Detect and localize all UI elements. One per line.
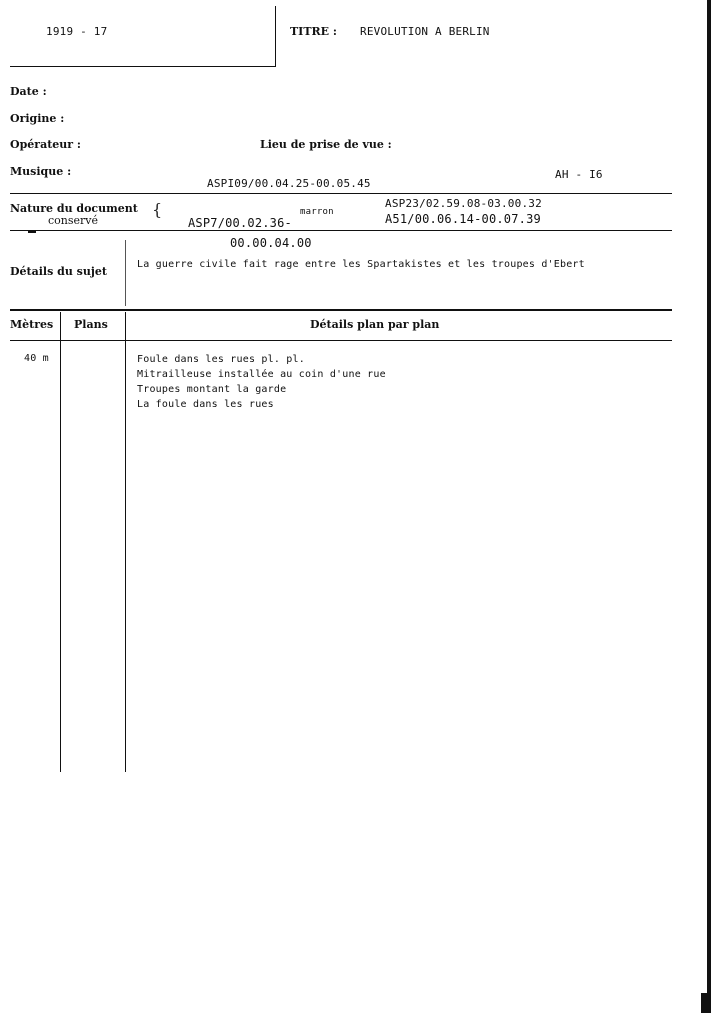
sujet-timecode: 00.00.04.00 [230, 236, 312, 250]
col-plans-header: Plans [74, 318, 108, 331]
asp7-sup: marron [300, 207, 334, 217]
sujet-text: La guerre civile fait rage entre les Spartakistes et les troupes d'Ebert [137, 259, 585, 270]
col-metres-header: Mètres [10, 318, 54, 331]
detail-line: Mitrailleuse installée au coin d'une rue [137, 369, 386, 380]
nature-label: Nature du document [10, 202, 138, 215]
col-divider-plans [125, 312, 126, 772]
detail-line: La foule dans les rues [137, 399, 274, 410]
col-divider-metres [60, 312, 61, 772]
row-metres: 40 m [24, 353, 49, 364]
document-reference: 1919 - 17 [46, 25, 108, 38]
titre-value: REVOLUTION A BERLIN [360, 25, 490, 38]
scan-edge [707, 0, 711, 1013]
a51-code: A51/00.06.14-00.07.39 [385, 212, 541, 226]
sujet-label: Détails du sujet [10, 265, 107, 278]
sujet-bracket [125, 240, 126, 306]
rule-table-top [10, 309, 672, 311]
operateur-label: Opérateur : [10, 138, 81, 151]
col-details-header: Détails plan par plan [310, 318, 440, 331]
origine-label: Origine : [10, 112, 65, 125]
asp7-code: ASP7/00.02.36- [188, 216, 292, 230]
date-label: Date : [10, 85, 47, 98]
header-underline [10, 66, 276, 67]
row-details [137, 352, 386, 412]
musique-label: Musique : [10, 165, 72, 178]
code-ah: AH - I6 [555, 168, 603, 181]
rule-table-header [10, 340, 672, 341]
detail-line: Troupes montant la garde [137, 384, 287, 395]
rule-nature-top [10, 193, 672, 194]
rule-mark [28, 231, 36, 233]
titre-label: TITRE : [290, 25, 337, 38]
brace-left: { [152, 200, 163, 219]
detail-line: Foule dans les rues pl. pl. [137, 354, 305, 365]
nature-label-conserve: conservé [48, 214, 99, 227]
asp23-code: ASP23/02.59.08-03.00.32 [385, 197, 542, 210]
code-asp109: ASPI09/00.04.25-00.05.45 [207, 177, 371, 190]
rule-nature-bottom [10, 230, 672, 231]
header-divider [275, 6, 276, 67]
lieu-label: Lieu de prise de vue : [260, 138, 392, 151]
scan-edge-corner [701, 993, 711, 1013]
